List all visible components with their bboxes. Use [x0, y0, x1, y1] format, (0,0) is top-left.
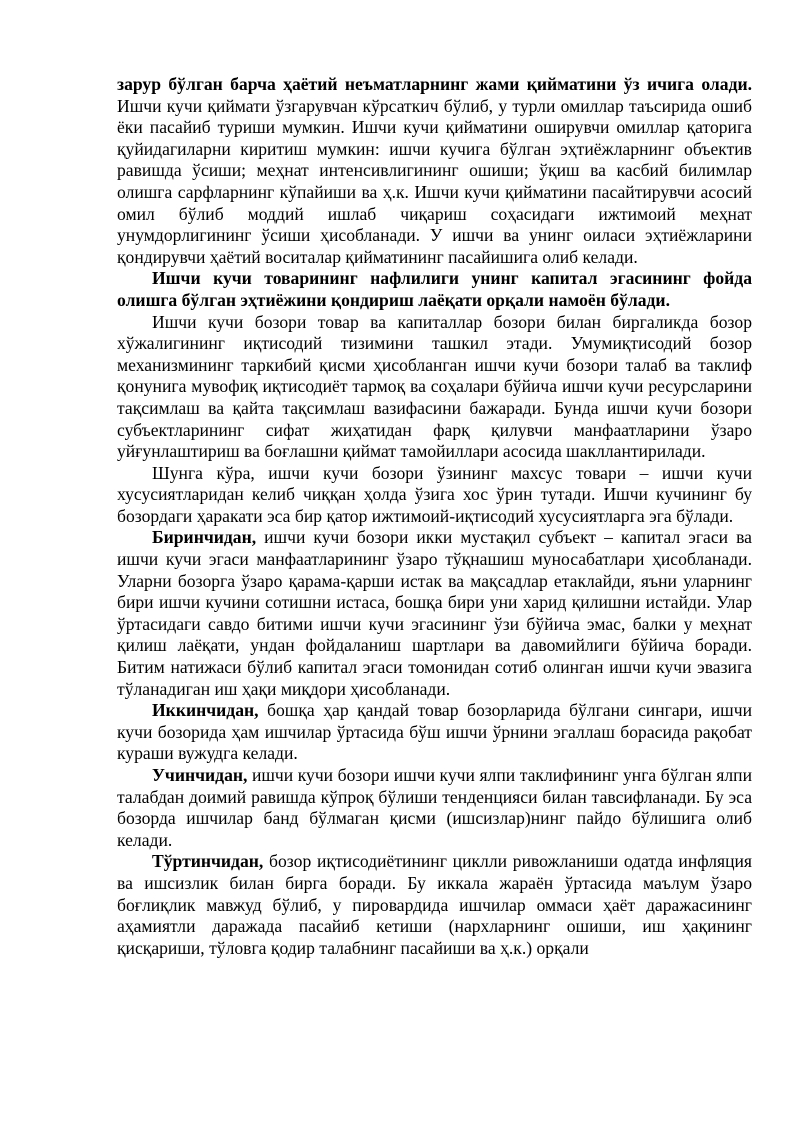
document-page — [117, 74, 752, 959]
paragraph-1-bold-lead: зарур бўлган барча ҳаётий неъматларнинг жами қийматини ўз ичига олади. — [117, 74, 752, 94]
paragraph-8 — [117, 851, 752, 959]
paragraph-5 — [117, 527, 752, 700]
paragraph-1 — [117, 74, 752, 268]
paragraph-7-text: ишчи кучи бозори ишчи кучи ялпи таклифининг унга бўлган ялпи талабдан доимий равишда кўпроқ бўлиши тенденцияси билан тавсифланади. Бу эса бозорда ишчилар банд бўлмаган қисми (ишсизлар)нинг пайдо бўлишига олиб келади. — [117, 765, 752, 850]
paragraph-8-bold-lead: Тўртинчидан, — [152, 851, 264, 872]
paragraph-6-text: бошқа ҳар қандай товар бозорларида бўлгани сингари, ишчи кучи бозорида ҳам ишчилар ўртасида бўш ишчи ўрнини эгаллаш борасида рақобат кураши вужудга келади. — [117, 700, 752, 764]
paragraph-1-text: Ишчи кучи қиймати ўзгарувчан кўрсаткич бўлиб, у турли омиллар таъсирида ошиб ёки пасайиб туриши мумкин. Ишчи кучи қийматини оширувчи омиллар қаторига қуйидагиларни киритиш мумкин: ишчи кучига бўлган эҳтиёжларнинг объектив равишда ўсиши; меҳнат интенсивлигининг ошиши; ўқиш ва касбий билимлар олишга сарфларнинг кўпайиши ва ҳ.к. Ишчи кучи қийматини пасайтирувчи асосий омил бўлиб моддий ишлаб чиқариш соҳасидаги ижтимоий меҳнат унумдорлигининг ўсиши ҳисобланади. У ишчи ва унинг оиласи эҳтиёжларини қондирувчи ҳаётий воситалар қийматининг пасайишига олиб келади. — [117, 95, 752, 267]
paragraph-7 — [117, 765, 752, 851]
paragraph-5-bold-lead: Биринчидан, — [152, 527, 257, 548]
paragraph-2-bold-statement: Ишчи кучи товарининг нафлилиги унинг капитал эгасининг фойда олишга бўлган эҳтиёжини қондириш лаёқати орқали намоён бўлади. — [117, 268, 752, 310]
paragraph-4: Шунга кўра, ишчи кучи бозори ўзининг махсус товари – ишчи кучи хусусиятларидан келиб чиққан ҳолда ўзига хос ўрин тутади. Ишчи кучининг бу бозордаги ҳаракати эса бир қатор ижтимоий-иқтисодий хусусиятларга эга бўлади. — [117, 462, 752, 526]
paragraph-3: Ишчи кучи бозори товар ва капиталлар бозори билан биргаликда бозор хўжалигининг иқтисодий тизимини ташкил этади. Умумиқтисодий бозор механизмининг таркибий қисми ҳисобланган ишчи кучи бозори талаб ва таклиф қонунига мувофиқ иқтисодиёт тармоқ ва соҳалари бўйича ишчи кучи ресурсларини тақсимлаш ва қайта тақсимлаш вазифасини бажаради. Бунда ишчи кучи бозори субъектларининг сифат жиҳатидан фарқ қилувчи манфаатларини ўзаро уйғунлаштириш ва боғлашни қиймат тамойиллари асосида шакллантирилади. — [117, 311, 752, 462]
paragraph-7-bold-lead: Учинчидан, — [152, 765, 248, 785]
paragraph-6 — [117, 700, 752, 765]
paragraph-6-bold-lead: Иккинчидан, — [152, 700, 259, 721]
paragraph-5-text: ишчи кучи бозори икки мустақил субъект – капитал эгаси ва ишчи кучи эгаси манфаатларининг ўзаро тўқнашиш муносабатлари ҳисобланади. Уларни бозорга ўзаро қарама-қарши истак ва мақсадлар етаклайди, яъни уларнинг бири ишчи кучини сотишни истаса, бошқа бири уни харид қилишни истайди. Улар ўртасидаги савдо битими ишчи кучи эгасининг ўзи бўйича эмас, балки у меҳнат қилиш лаёқати, ундан фойдаланиш шартлари ва давомийлиги бўйича боради. Битим натижаси бўлиб капитал эгаси томонидан сотиб олинган ишчи кучи эвазига тўланадиган иш ҳақи миқдори ҳисобланади. — [117, 527, 752, 699]
paragraph-8-text: бозор иқтисодиётининг циклли ривожланиши одатда инфляция ва ишсизлик билан бирга боради. Бу иккала жараён ўртасида маълум ўзаро боғлиқлик мавжуд бўлиб, у пировардида ишчилар оммаси ҳаёт даражасининг аҳамиятли даражада пасайиб кетиши (нархларнинг ошиши, иш ҳақининг қисқариши, тўловга қодир талабнинг пасайиши ва ҳ.к.) орқали — [117, 851, 752, 958]
